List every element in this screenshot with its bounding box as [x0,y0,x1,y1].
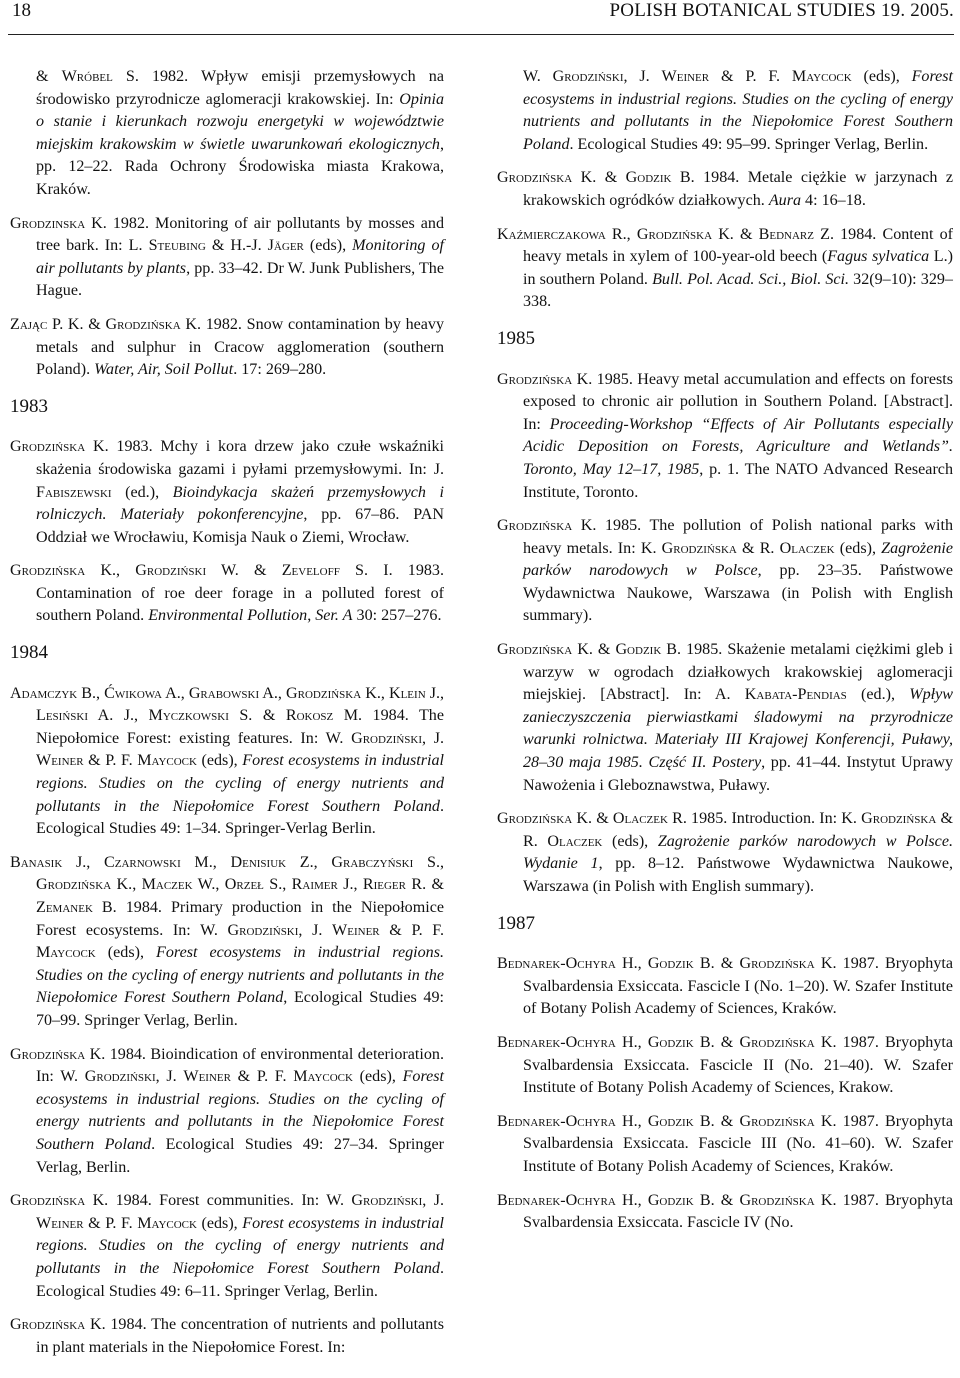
reference-entry: Bednarek-Ochyra H., Godzik B. & Grodzińska K. 1987. Bryophyta Svalbardensia Exsiccata. Fascicle III (No. 41–60). W. Szafer Institute of Botany Polish Academy of Sciences, Kraków. [497,1112,953,1175]
reference-entry: Grodzińska K. 1984. Bioindication of environmental deterioration. In: W. Grodziński, J. Weiner & P. F. Maycock (eds), Forest ecosystems in industrial regions. Studies on the cycling of energy nutrients and pollutants in the Niepołomice Forest Southern Poland. Ecological Studies 49: 27–34. Springer Verlag, Berlin. [10,1045,444,1176]
reference-entry: Banasik J., Czarnowski M., Denisiuk Z., Grabczyński S., Grodzińska K., Maczek W., Orzeł S., Raimer J., Rieger R. & Zemanek B. 1984. Primary production in the Niepołomice Forest ecosystems. In: W. Grodziński, J. Weiner & P. F. Maycock (eds), Forest ecosystems in industrial regions. Studies on the cycling of energy nutrients and pollutants in the Niepołomice Forest Southern Poland, Ecological Studies 49: 70–99. Springer Verlag, Berlin. [10,853,445,1029]
reference-entry-continued: W. Grodziński, J. Weiner & P. F. Maycock (eds), Forest ecosystems in industrial regions. Studies on the cycling of energy nutrients and pollutants in the Niepołomice Forest Southern Poland. Ecological Studies 49: 95–99. Springer Verlag, Berlin. [523,68,953,153]
year-heading: 1984 [10,642,48,664]
reference-entry: Grodzińska K. 1985. Heavy metal accumulation and effects on forests exposed to chronic air pollution in Southern Poland. [Abstract]. In: Proceeding-Workshop “Effects of Air Pollutants especially Acidic Deposition on Forests, Agriculture and Wetlands”. Toronto, May 12–17, 1985, p. 1. The NATO Advanced Research Institute, Toronto. [497,370,953,501]
reference-entry: Adamczyk B., Ćwikowa A., Grabowski A., Grodzińska K., Klein J., Lesiński A. J., Myczkowski S. & Rokosz M. 1984. The Niepołomice Forest: existing features. In: W. Grodziński, J. Weiner & P. F. Maycock (eds), Forest ecosystems in industrial regions. Studies on the cycling of energy nutrients and pollutants in the Niepołomice Forest Southern Poland. Ecological Studies 49: 1–34. Springer-Verlag Berlin. [10,684,445,838]
reference-entry-continued: & Wróbel S. 1982. Wpływ emisji przemysłowych na środowisko przyrodnicze aglomeracji krakowskiej. In: Opinia o stanie i kierunkach rozwoju energetyki w województwie miejskim krakowskim w świetle uwarunkowań ekologicznych, pp. 12–22. Rada Ochrony Środowiska miasta Krakowa, Kraków. [36,68,444,198]
reference-entry: Grodzinska K. 1982. Monitoring of air pollutants by mosses and tree bark. In: L. Steubing & H.-J. Jäger (eds), Monitoring of air pollutants by plants, pp. 33–42. Dr W. Junk Publishers, The Hague. [10,214,444,300]
reference-entry: Bednarek-Ochyra H., Godzik B. & Grodzińska K. 1987. Bryophyta Svalbardensia Exsiccata. Fascicle II (No. 21–40). W. Szafer Institute of Botany Polish Academy of Sciences, Krakow. [497,1033,953,1097]
reference-entry: Bednarek-Ochyra H., Godzik B. & Grodzińska K. 1987. Bryophyta Svalbardensia Exsiccata. Fascicle I (No. 1–20). W. Szafer Institute of Botany Polish Academy of Sciences, Kraków. [497,955,953,1018]
reference-entry: Grodzińska K. 1983. Mchy i kora drzew jako czułe wskaźniki skażenia środowiska gazami i pyłami przemysłowymi. In: J. Fabiszewski (ed.), Bioindykacja skażeń przemysłowych i rolniczych. Materiały pokonferencyjne, pp. 67–86. PAN Oddział we Wrocławiu, Komisja Nauk o Ziemi, Wrocław. [10,438,444,546]
reference-entry: Grodzińska K. & Godzik B. 1985. Skażenie metalami ciężkimi gleb i warzyw w ogrodach działkowych krakowskiej aglomeracji miejskiej. [Abstract]. In: A. Kabata-Pendias (ed.), Wpływ zanieczyszczenia pierwiastkami śladowymi na przyrodnicze warunki rolnictwa. Materiały III Krajowej Konferencji, Puławy, 28–30 maja 1985. Część II. Postery, pp. 41–44. Instytut Uprawy Nawożenia i Gleboznawstwa, Puławy. [497,641,953,794]
reference-entry: Bednarek-Ochyra H., Godzik B. & Grodzińska K. 1987. Bryophyta Svalbardensia Exsiccata. Fascicle IV (No. [497,1191,953,1232]
header-rule [8,34,954,35]
journal-title: POLISH BOTANICAL STUDIES 19. 2005. [609,0,954,21]
reference-entry: Grodzińska K. 1985. The pollution of Polish national parks with heavy metals. In: K. Grodzińska & R. Olaczek (eds), Zagrożenie parków narodowych w Polsce, pp. 23–35. Państwowe Wydawnictwa Naukowe, Warszawa (in Polish with English summary). [497,517,954,625]
reference-entry: Grodzińska K. & Godzik B. 1984. Metale ciężkie w jarzynach z krakowskich ogródków działkowych. Aura 4: 16–18. [497,169,954,209]
reference-entry: Grodzińska K. & Olaczek R. 1985. Introduction. In: K. Grodzińska & R. Olaczek (eds), Zagrożenie parków narodowych w Polsce. Wydanie 1, pp. 8–12. Państwowe Wydawnictwa Naukowe, Warszawa (in Polish with English summary). [497,810,953,895]
reference-entry: Grodzińska K., Grodziński W. & Zeveloff S. I. 1983. Contamination of roe deer forage in a polluted forest of southern Poland. Environmental Pollution, Ser. A 30: 257–276. [10,562,444,625]
reference-entry: Kaźmierczakowa R., Grodzińska K. & Bednarz Z. 1984. Content of heavy metals in xylem of 100-year-old beech (Fagus sylvatica L.) in southern Poland. Bull. Pol. Acad. Sci., Biol. Sci. 32(9–10): 329–338. [497,225,953,311]
year-heading: 1985 [497,327,535,349]
reference-entry: Zając P. K. & Grodzińska K. 1982. Snow contamination by heavy metals and sulphur in Cracow agglomeration (southern Poland). Water, Air, Soil Pollut. 17: 269–280. [10,315,444,379]
page-number: 18 [12,0,31,21]
left-column [10,66,444,1370]
reference-entry: Grodzińska K. 1984. Forest communities. In: W. Grodziński, J. Weiner & P. F. Maycock (eds), Forest ecosystems in industrial regions. Studies on the cycling of energy nutrients and pollutants in the Niepołomice Forest Southern Poland. Ecological Studies 49: 6–11. Springer Verlag, Berlin. [10,1192,444,1300]
year-heading: 1983 [10,395,48,417]
running-head [12,0,954,34]
reference-entry: Grodzińska K. 1984. The concentration of nutrients and pollutants in plant materials in the Niepołomice Forest. In: [10,1316,444,1356]
year-heading: 1987 [497,912,535,934]
right-column [497,66,953,1246]
